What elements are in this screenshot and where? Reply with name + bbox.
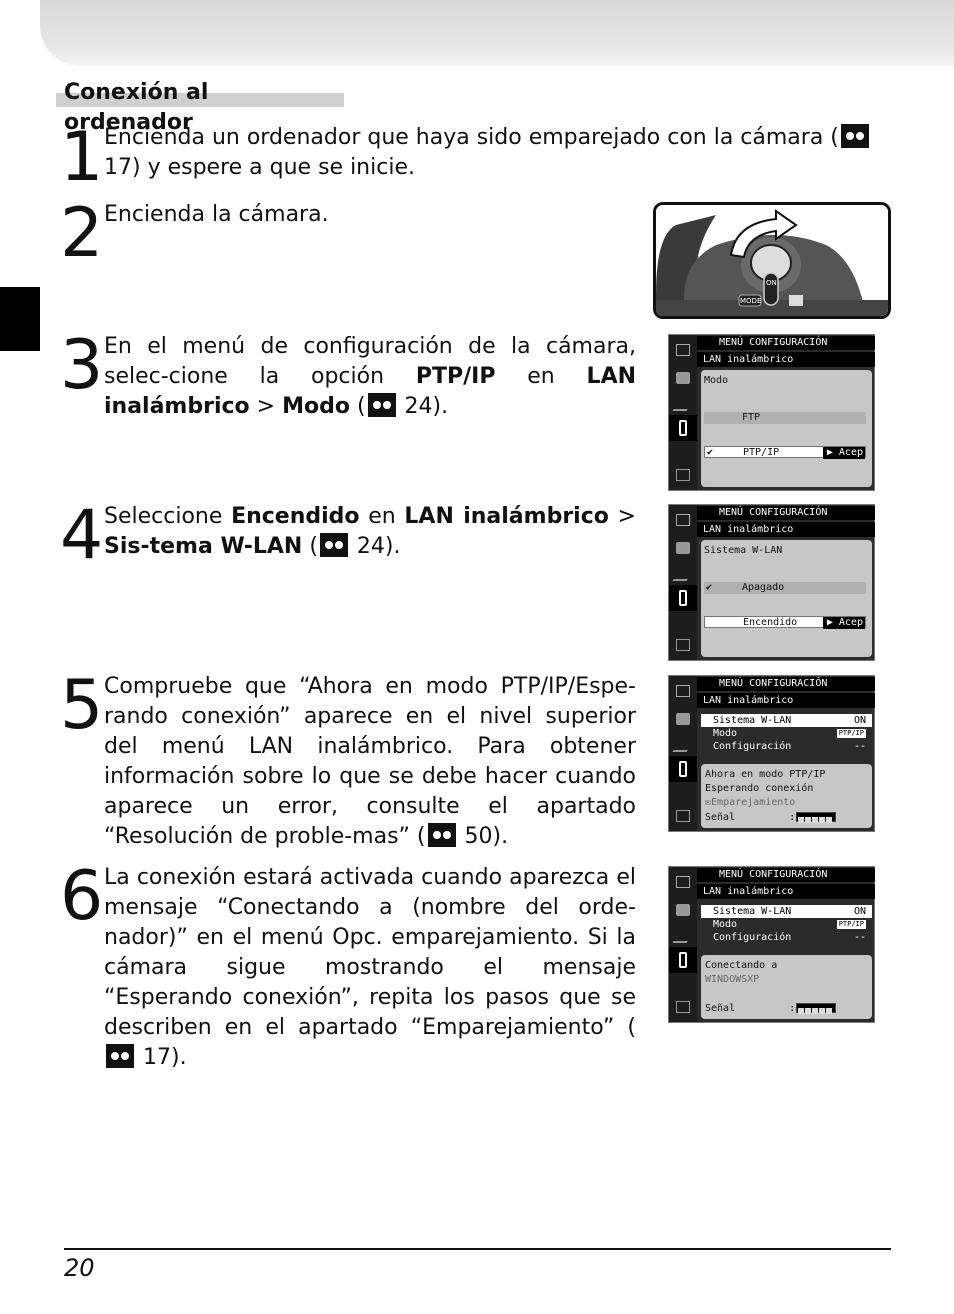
signal-bars xyxy=(796,1003,836,1013)
step-2-text: Encienda la cámara. xyxy=(104,202,329,227)
step-2-number: 2 xyxy=(60,194,102,273)
lan-rows xyxy=(701,905,872,944)
reference-icon xyxy=(320,533,348,557)
option-apagado: ✔ Apagado xyxy=(704,582,866,594)
camera-icon xyxy=(676,372,690,384)
pencil-icon xyxy=(673,569,694,581)
camera-illustration xyxy=(656,205,888,316)
step-4-text: Seleccione Encendido en LAN inalámbrico > Sis-tema W-LAN ( 24). xyxy=(104,504,636,559)
header-band xyxy=(40,0,954,66)
camera-icon xyxy=(676,904,690,916)
pencil-icon xyxy=(673,399,694,411)
lcd-screen-mode xyxy=(668,334,875,491)
camera-power-switch-illustration xyxy=(653,202,891,319)
wrench-icon xyxy=(679,590,687,606)
row-mode: Modo PTP/IP xyxy=(713,919,864,930)
step-4-number: 4 xyxy=(60,496,102,575)
wrench-icon xyxy=(679,952,687,968)
page-number: 20 xyxy=(64,1254,95,1282)
step-5-text: Compruebe que “Ahora en modo PTP/IP/Espe-rando conexión” aparece en el nivel superior del menú LAN inalámbrico. Para obtener información sobre lo que se debe hacer cuando aparece un error, consulte el apartado “Resolución de proble-mas” ( 50). xyxy=(104,674,636,849)
reference-icon xyxy=(106,1044,134,1068)
pencil-icon xyxy=(673,931,694,943)
wrench-icon xyxy=(679,420,687,436)
status-message: Ahora en modo PTP/IP Esperando conexión ✉Emparejamiento Señal : xyxy=(701,764,872,828)
step-1-number: 1 xyxy=(60,118,102,197)
playback-icon xyxy=(676,876,690,888)
step-6-number: 6 xyxy=(60,857,102,936)
submenu-title: LAN inalámbrico xyxy=(697,352,875,367)
row-wlan-system: Sistema W-LAN ON xyxy=(701,714,872,727)
signal-bars xyxy=(796,812,836,822)
menu-side-icons xyxy=(669,335,697,490)
playback-icon xyxy=(676,685,690,697)
list-icon xyxy=(676,1001,690,1013)
wlan-panel xyxy=(701,540,872,657)
menu-side-icons xyxy=(669,867,697,1022)
reference-icon xyxy=(841,124,869,148)
status-message: Conectando a WINDOWSXP Señal : xyxy=(701,955,872,1019)
list-icon xyxy=(676,639,690,651)
list-icon xyxy=(676,469,690,481)
submenu-title: LAN inalámbrico xyxy=(697,884,875,899)
row-config: Configuración -- xyxy=(713,932,866,943)
reference-icon xyxy=(368,393,396,417)
section-tab xyxy=(0,287,40,351)
panel-title: Sistema W-LAN xyxy=(704,545,783,556)
menu-header: MENÚ CONFIGURACIÓN xyxy=(697,868,875,882)
step-1-text: Encienda un ordenador que haya sido emparejado con la cámara ( 17) y espere a que se inicie. xyxy=(104,123,894,183)
lcd-screen-connecting xyxy=(668,866,875,1023)
lcd-screen-wlan xyxy=(668,504,875,661)
row-config: Configuración -- xyxy=(713,741,866,752)
option-ptpip: ✔ PTP/IP ▶ Acep xyxy=(704,446,866,458)
acep-button: ▶ Acep xyxy=(823,617,865,629)
section-title-text: Conexión al ordenador xyxy=(64,80,209,135)
signal-label: Señal : xyxy=(705,1003,796,1014)
pencil-icon xyxy=(673,740,694,752)
lcd-screen-waiting xyxy=(668,675,875,832)
menu-header: MENÚ CONFIGURACIÓN xyxy=(697,506,875,520)
menu-header: MENÚ CONFIGURACIÓN xyxy=(697,336,875,350)
signal-label: Señal : xyxy=(705,812,796,823)
option-ftp: FTP xyxy=(704,412,866,424)
submenu-title: LAN inalámbrico xyxy=(697,693,875,708)
section-title xyxy=(56,78,344,135)
footer-rule xyxy=(64,1248,891,1250)
row-wlan-system: Sistema W-LAN ON xyxy=(701,905,872,918)
lan-rows xyxy=(701,714,872,753)
menu-side-icons xyxy=(669,676,697,831)
list-icon xyxy=(676,810,690,822)
camera-icon xyxy=(676,542,690,554)
row-mode: Modo PTP/IP xyxy=(713,728,864,739)
camera-icon xyxy=(676,713,690,725)
step-6-text: La conexión estará activada cuando aparezca el mensaje “Conectando a (nombre del orde-nador)” en el menú Opc. emparejamiento. Si la cámara sigue mostrando el mensaje “Esperando conexión”, repita los pasos que se describen en el apartado “Emparejamiento” ( 17). xyxy=(104,865,636,1070)
option-encendido: Encendido ▶ Acep xyxy=(704,616,866,628)
mode-panel xyxy=(701,370,872,487)
menu-header: MENÚ CONFIGURACIÓN xyxy=(697,677,875,691)
playback-icon xyxy=(676,344,690,356)
wrench-icon xyxy=(679,761,687,777)
on-label: ON xyxy=(766,279,777,287)
step-5-number: 5 xyxy=(60,666,102,745)
panel-title: Modo xyxy=(704,375,729,386)
check-icon: ✔ xyxy=(706,582,713,593)
mode-label: MODE xyxy=(740,297,762,305)
reference-icon xyxy=(428,823,456,847)
step-3-text: En el menú de configuración de la cámara, selec-cione la opción PTP/IP en LAN inalámbrico > Modo ( 24). xyxy=(104,334,637,419)
playback-icon xyxy=(676,514,690,526)
step-3-number: 3 xyxy=(60,326,102,405)
submenu-title: LAN inalámbrico xyxy=(697,522,875,537)
menu-side-icons xyxy=(669,505,697,660)
check-icon: ✔ xyxy=(707,447,714,458)
acep-button: ▶ Acep xyxy=(823,447,865,459)
